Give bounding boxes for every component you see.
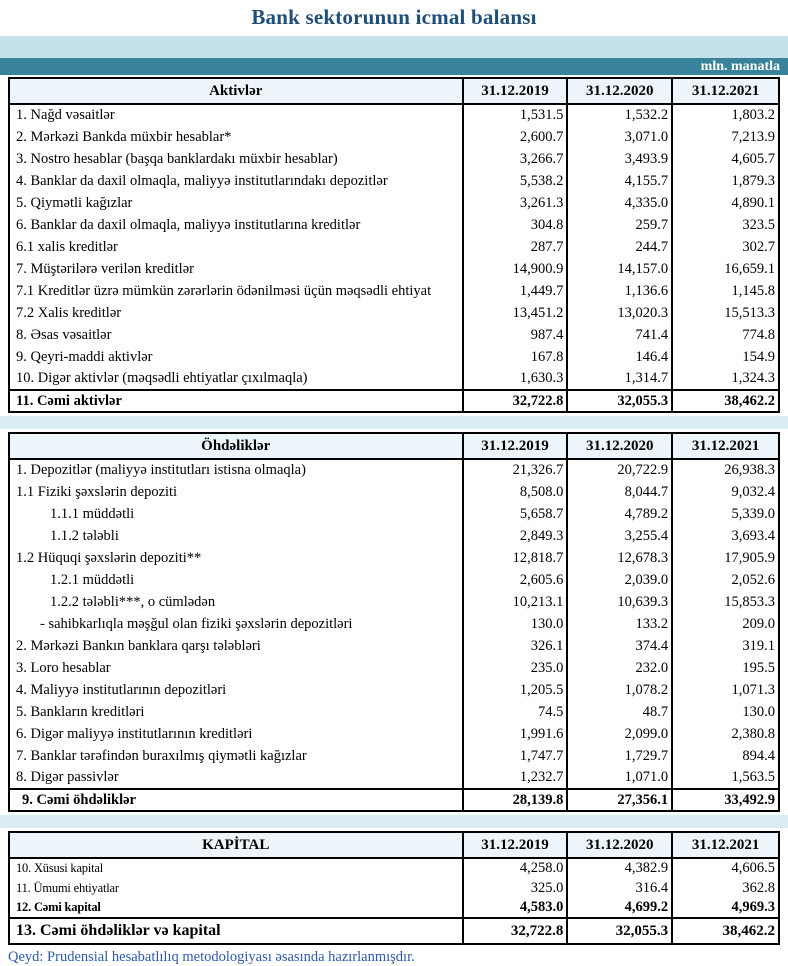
row-label: 1.1.1 müddətli — [9, 503, 463, 525]
value-cell: 3,255.4 — [567, 525, 672, 547]
value-cell: 8,508.0 — [463, 481, 568, 503]
value-cell: 1,145.8 — [672, 280, 779, 302]
row-label: 6. Banklar da daxil olmaqla, maliyyə institutlarına kreditlər — [9, 214, 463, 236]
value-cell: 1,729.7 — [567, 745, 672, 767]
row-label: 12. Cəmi kapital — [9, 898, 463, 918]
row-label: 2. Mərkəzi Bankda müxbir hesablar* — [9, 126, 463, 148]
table-row — [9, 170, 779, 192]
value-cell: 287.7 — [463, 236, 568, 258]
value-cell: 4,583.0 — [463, 898, 568, 918]
section-gap — [0, 815, 788, 828]
section-title: Aktivlər — [9, 78, 463, 104]
table-row — [9, 635, 779, 657]
row-label: 4. Maliyyə institutlarının depozitləri — [9, 679, 463, 701]
row-label: 9. Cəmi öhdəliklər — [9, 789, 463, 811]
value-cell: 9,032.4 — [672, 481, 779, 503]
value-cell: 362.8 — [672, 878, 779, 898]
table-row — [9, 324, 779, 346]
unit-label: mln. manatla — [700, 59, 780, 74]
table-row — [9, 104, 779, 126]
value-cell: 4,789.2 — [567, 503, 672, 525]
value-cell: 15,853.3 — [672, 591, 779, 613]
value-cell: 14,900.9 — [463, 258, 568, 280]
table-row — [9, 789, 779, 811]
table-row — [9, 148, 779, 170]
section-title: KAPİTAL — [9, 832, 463, 858]
table-row — [9, 236, 779, 258]
value-cell: 374.4 — [567, 635, 672, 657]
value-cell: 1,630.3 — [463, 368, 568, 390]
table-row — [9, 918, 779, 944]
value-cell: 774.8 — [672, 324, 779, 346]
value-cell: 21,326.7 — [463, 459, 568, 481]
value-cell: 1,803.2 — [672, 104, 779, 126]
table-row — [9, 547, 779, 569]
value-cell: 1,563.5 — [672, 767, 779, 789]
value-cell: 2,600.7 — [463, 126, 568, 148]
table-row — [9, 302, 779, 324]
value-cell: 302.7 — [672, 236, 779, 258]
value-cell: 154.9 — [672, 346, 779, 368]
date-column-header: 31.12.2021 — [672, 78, 779, 104]
value-cell: 319.1 — [672, 635, 779, 657]
page-title: Bank sektorunun icmal balansı — [251, 5, 537, 29]
row-label: 1.1.2 tələbli — [9, 525, 463, 547]
value-cell: 1,879.3 — [672, 170, 779, 192]
value-cell: 1,071.0 — [567, 767, 672, 789]
footnote: Qeyd: Prudensial hesabatlılıq metodologiyası əsasında hazırlanmışdır. — [8, 949, 415, 965]
value-cell: 1,232.7 — [463, 767, 568, 789]
unit-band — [0, 58, 788, 75]
table-row — [9, 657, 779, 679]
date-column-header: 31.12.2020 — [567, 433, 672, 459]
value-cell: 244.7 — [567, 236, 672, 258]
value-cell: 167.8 — [463, 346, 568, 368]
value-cell: 28,139.8 — [463, 789, 568, 811]
value-cell: 4,969.3 — [672, 898, 779, 918]
value-cell: 48.7 — [567, 701, 672, 723]
value-cell: 12,678.3 — [567, 547, 672, 569]
value-cell: 32,722.8 — [463, 918, 568, 944]
value-cell: 13,451.2 — [463, 302, 568, 324]
table-row — [9, 503, 779, 525]
row-label: 1. Depozitlər (maliyyə institutları istisna olmaqla) — [9, 459, 463, 481]
table-row — [9, 280, 779, 302]
header-row — [9, 433, 779, 459]
liabilities-table — [8, 432, 780, 812]
row-label: 1.2.2 tələbli***, o cümlədən — [9, 591, 463, 613]
value-cell: 5,538.2 — [463, 170, 568, 192]
table-row — [9, 613, 779, 635]
value-cell: 4,155.7 — [567, 170, 672, 192]
value-cell: 1,747.7 — [463, 745, 568, 767]
row-label: 3. Loro hesablar — [9, 657, 463, 679]
value-cell: 1,071.3 — [672, 679, 779, 701]
row-label: 10. Xüsusi kapital — [9, 858, 463, 878]
value-cell: 4,335.0 — [567, 192, 672, 214]
value-cell: 32,722.8 — [463, 390, 568, 412]
decor-band-light — [0, 36, 788, 58]
value-cell: 1,136.6 — [567, 280, 672, 302]
value-cell: 235.0 — [463, 657, 568, 679]
value-cell: 316.4 — [567, 878, 672, 898]
value-cell: 326.1 — [463, 635, 568, 657]
value-cell: 741.4 — [567, 324, 672, 346]
value-cell: 987.4 — [463, 324, 568, 346]
row-label: 2. Mərkəzi Bankın banklara qarşı tələbləri — [9, 635, 463, 657]
capital-table — [8, 831, 780, 945]
value-cell: 3,693.4 — [672, 525, 779, 547]
row-label: 8. Digər passivlər — [9, 767, 463, 789]
table-row — [9, 258, 779, 280]
row-label: 6.1 xalis kreditlər — [9, 236, 463, 258]
assets-table-wrap — [0, 77, 788, 413]
section-gap — [0, 416, 788, 429]
table-row — [9, 878, 779, 898]
value-cell: 894.4 — [672, 745, 779, 767]
table-row — [9, 701, 779, 723]
table-row — [9, 591, 779, 613]
row-label: 1. Nağd vəsaitlər — [9, 104, 463, 126]
value-cell: 33,492.9 — [672, 789, 779, 811]
value-cell: 4,699.2 — [567, 898, 672, 918]
row-label: 11. Cəmi aktivlər — [9, 390, 463, 412]
value-cell: 130.0 — [672, 701, 779, 723]
value-cell: 232.0 — [567, 657, 672, 679]
value-cell: 12,818.7 — [463, 547, 568, 569]
value-cell: 15,513.3 — [672, 302, 779, 324]
value-cell: 323.5 — [672, 214, 779, 236]
value-cell: 1,314.7 — [567, 368, 672, 390]
value-cell: 3,071.0 — [567, 126, 672, 148]
table-row — [9, 569, 779, 591]
row-label: 8. Əsas vəsaitlər — [9, 324, 463, 346]
table-row — [9, 679, 779, 701]
value-cell: 1,991.6 — [463, 723, 568, 745]
section-title: Öhdəliklər — [9, 433, 463, 459]
value-cell: 1,449.7 — [463, 280, 568, 302]
value-cell: 32,055.3 — [567, 918, 672, 944]
row-label: 7.1 Kreditlər üzrə mümkün zərərlərin ödənilməsi üçün məqsədli ehtiyat — [9, 280, 463, 302]
value-cell: 2,380.8 — [672, 723, 779, 745]
value-cell: 4,606.5 — [672, 858, 779, 878]
table-row — [9, 459, 779, 481]
value-cell: 1,324.3 — [672, 368, 779, 390]
table-row — [9, 898, 779, 918]
value-cell: 195.5 — [672, 657, 779, 679]
table-row — [9, 745, 779, 767]
row-label: 6. Digər maliyyə institutlarının kreditləri — [9, 723, 463, 745]
date-column-header: 31.12.2019 — [463, 78, 568, 104]
value-cell: 1,531.5 — [463, 104, 568, 126]
value-cell: 32,055.3 — [567, 390, 672, 412]
value-cell: 10,639.3 — [567, 591, 672, 613]
value-cell: 13,020.3 — [567, 302, 672, 324]
value-cell: 2,052.6 — [672, 569, 779, 591]
value-cell: 259.7 — [567, 214, 672, 236]
row-label: 1.1 Fiziki şəxslərin depoziti — [9, 481, 463, 503]
value-cell: 3,266.7 — [463, 148, 568, 170]
row-label: 7. Müştərilərə verilən kreditlər — [9, 258, 463, 280]
value-cell: 2,039.0 — [567, 569, 672, 591]
value-cell: 2,605.6 — [463, 569, 568, 591]
value-cell: 325.0 — [463, 878, 568, 898]
table-row — [9, 858, 779, 878]
value-cell: 4,258.0 — [463, 858, 568, 878]
assets-table — [8, 77, 780, 413]
row-label: 3. Nostro hesablar (başqa banklardakı müxbir hesablar) — [9, 148, 463, 170]
value-cell: 146.4 — [567, 346, 672, 368]
date-column-header: 31.12.2021 — [672, 832, 779, 858]
table-row — [9, 481, 779, 503]
row-label: 1.2.1 müddətli — [9, 569, 463, 591]
value-cell: 4,605.7 — [672, 148, 779, 170]
value-cell: 1,205.5 — [463, 679, 568, 701]
value-cell: 10,213.1 — [463, 591, 568, 613]
value-cell: 7,213.9 — [672, 126, 779, 148]
value-cell: 5,658.7 — [463, 503, 568, 525]
date-column-header: 31.12.2019 — [463, 832, 568, 858]
table-row — [9, 126, 779, 148]
row-label: 5. Bankların kreditləri — [9, 701, 463, 723]
date-column-header: 31.12.2020 — [567, 78, 672, 104]
row-label: 7. Banklar tərəfindən buraxılmış qiymətli kağızlar — [9, 745, 463, 767]
table-row — [9, 767, 779, 789]
liabilities-table-wrap — [0, 432, 788, 812]
table-row — [9, 192, 779, 214]
value-cell: 209.0 — [672, 613, 779, 635]
row-label: 5. Qiymətli kağızlar — [9, 192, 463, 214]
value-cell: 304.8 — [463, 214, 568, 236]
value-cell: 130.0 — [463, 613, 568, 635]
value-cell: 8,044.7 — [567, 481, 672, 503]
header-row — [9, 78, 779, 104]
row-label: 9. Qeyri-maddi aktivlər — [9, 346, 463, 368]
table-row — [9, 525, 779, 547]
value-cell: 3,493.9 — [567, 148, 672, 170]
row-label: 4. Banklar da daxil olmaqla, maliyyə institutlarındakı depozitlər — [9, 170, 463, 192]
value-cell: 16,659.1 — [672, 258, 779, 280]
row-label: 10. Digər aktivlər (məqsədli ehtiyatlar çıxılmaqla) — [9, 368, 463, 390]
value-cell: 2,849.3 — [463, 525, 568, 547]
date-column-header: 31.12.2020 — [567, 832, 672, 858]
table-row — [9, 390, 779, 412]
value-cell: 14,157.0 — [567, 258, 672, 280]
table-row — [9, 723, 779, 745]
value-cell: 74.5 — [463, 701, 568, 723]
row-label: 13. Cəmi öhdəliklər və kapital — [9, 918, 463, 944]
value-cell: 38,462.2 — [672, 390, 779, 412]
value-cell: 20,722.9 — [567, 459, 672, 481]
value-cell: 3,261.3 — [463, 192, 568, 214]
row-label: 7.2 Xalis kreditlər — [9, 302, 463, 324]
value-cell: 38,462.2 — [672, 918, 779, 944]
row-label: - sahibkarlıqla məşğul olan fiziki şəxslərin depozitləri — [9, 613, 463, 635]
value-cell: 1,532.2 — [567, 104, 672, 126]
row-label: 1.2 Hüquqi şəxslərin depoziti** — [9, 547, 463, 569]
table-row — [9, 368, 779, 390]
date-column-header: 31.12.2021 — [672, 433, 779, 459]
value-cell: 1,078.2 — [567, 679, 672, 701]
capital-table-wrap — [0, 831, 788, 945]
row-label: 11. Ümumi ehtiyatlar — [9, 878, 463, 898]
header-row — [9, 832, 779, 858]
value-cell: 26,938.3 — [672, 459, 779, 481]
date-column-header: 31.12.2019 — [463, 433, 568, 459]
value-cell: 2,099.0 — [567, 723, 672, 745]
value-cell: 4,890.1 — [672, 192, 779, 214]
value-cell: 4,382.9 — [567, 858, 672, 878]
value-cell: 5,339.0 — [672, 503, 779, 525]
table-row — [9, 214, 779, 236]
value-cell: 27,356.1 — [567, 789, 672, 811]
value-cell: 17,905.9 — [672, 547, 779, 569]
value-cell: 133.2 — [567, 613, 672, 635]
table-row — [9, 346, 779, 368]
